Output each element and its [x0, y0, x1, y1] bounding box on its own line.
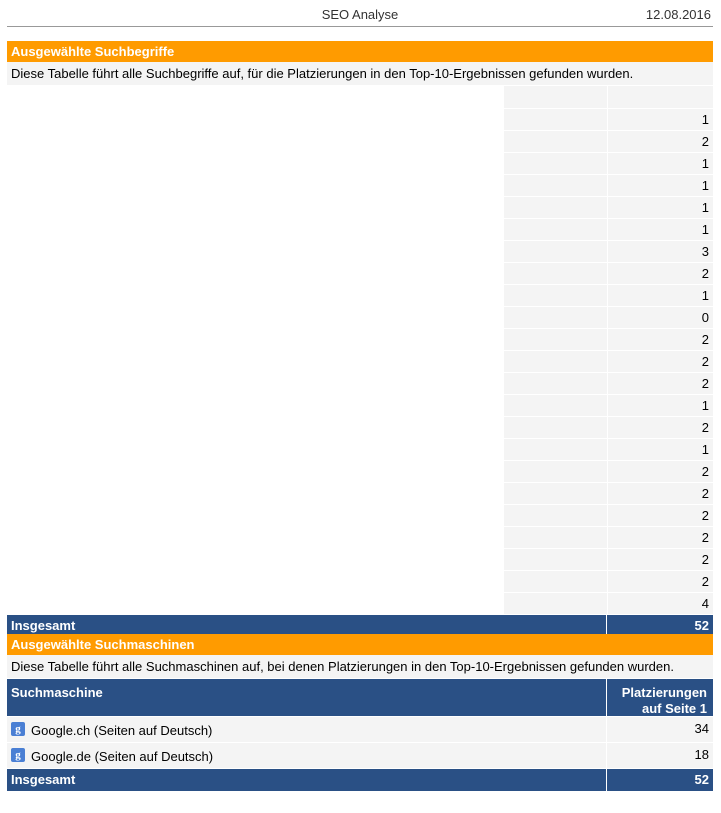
keyword-cell: [7, 306, 503, 328]
engines-total-row: [7, 769, 713, 791]
keyword-count-cell: 0: [607, 306, 713, 328]
keyword-count-cell: 1: [607, 108, 713, 130]
keyword-extra-cell: [503, 108, 607, 130]
keyword-row: [7, 130, 713, 152]
keyword-count-cell: 2: [607, 130, 713, 152]
keyword-extra-cell: [503, 504, 607, 526]
keyword-extra-cell: [503, 438, 607, 460]
keyword-cell: [7, 152, 503, 174]
google-icon: g: [11, 748, 25, 762]
keyword-row: [7, 284, 713, 306]
keyword-extra-cell: [503, 526, 607, 548]
engine-row: [7, 717, 713, 743]
keyword-row: [7, 86, 713, 108]
keyword-cell: [7, 108, 503, 130]
column-header-engine: Suchmaschine: [7, 679, 607, 716]
keyword-cell: [7, 526, 503, 548]
keyword-extra-cell: [503, 394, 607, 416]
engine-row: [7, 743, 713, 769]
keyword-row: [7, 460, 713, 482]
engines-table-header: [7, 679, 713, 717]
keyword-cell: [7, 504, 503, 526]
keyword-count-cell: 1: [607, 284, 713, 306]
engine-name: Google.ch (Seiten auf Deutsch): [31, 723, 213, 738]
keyword-cell: [7, 174, 503, 196]
keyword-row: [7, 108, 713, 130]
keyword-extra-cell: [503, 570, 607, 592]
keyword-count-cell: 2: [607, 460, 713, 482]
keyword-cell: [7, 196, 503, 218]
keyword-extra-cell: [503, 460, 607, 482]
keyword-cell: [7, 350, 503, 372]
keyword-extra-cell: [503, 328, 607, 350]
keyword-count-cell: 1: [607, 218, 713, 240]
engine-name: Google.de (Seiten auf Deutsch): [31, 749, 214, 764]
keyword-row: [7, 592, 713, 614]
keywords-table: [7, 86, 713, 615]
keyword-count-cell: 2: [607, 372, 713, 394]
keyword-count-cell: 2: [607, 482, 713, 504]
keyword-extra-cell: [503, 240, 607, 262]
keyword-cell: [7, 86, 503, 108]
keyword-row: [7, 570, 713, 592]
keyword-count-cell: 4: [607, 592, 713, 614]
keyword-row: [7, 438, 713, 460]
engine-value: 18: [607, 743, 713, 768]
keyword-extra-cell: [503, 372, 607, 394]
keyword-row: [7, 350, 713, 372]
keyword-extra-cell: [503, 306, 607, 328]
keyword-extra-cell: [503, 592, 607, 614]
keyword-cell: [7, 570, 503, 592]
keyword-cell: [7, 218, 503, 240]
keyword-cell: [7, 130, 503, 152]
keywords-description: Diese Tabelle führt alle Suchbegriffe auf, für die Platzierungen in den Top-10-Ergebnissen gefunden wurden.: [7, 62, 713, 86]
keyword-count-cell: 1: [607, 174, 713, 196]
keyword-row: [7, 372, 713, 394]
keyword-count-cell: 2: [607, 328, 713, 350]
keyword-extra-cell: [503, 416, 607, 438]
keyword-cell: [7, 284, 503, 306]
keyword-count-cell: 2: [607, 526, 713, 548]
keyword-row: [7, 240, 713, 262]
report-title: SEO Analyse: [321, 7, 399, 22]
engines-total-label: Insgesamt: [7, 769, 607, 791]
keyword-count-cell: 2: [607, 262, 713, 284]
keyword-cell: [7, 592, 503, 614]
keyword-count-cell: 3: [607, 240, 713, 262]
keyword-extra-cell: [503, 284, 607, 306]
keyword-row: [7, 394, 713, 416]
keyword-row: [7, 482, 713, 504]
report-date: 12.08.2016: [645, 7, 711, 22]
keywords-total-value: 52: [694, 617, 709, 633]
keyword-cell: [7, 482, 503, 504]
engine-value: 34: [607, 717, 713, 742]
engines-heading: Ausgewählte Suchmaschinen: [7, 634, 713, 655]
keyword-cell: [7, 460, 503, 482]
keyword-row: [7, 218, 713, 240]
keyword-row: [7, 262, 713, 284]
keyword-cell: [7, 328, 503, 350]
keyword-row: [7, 328, 713, 350]
keyword-count-cell: 2: [607, 570, 713, 592]
keyword-cell: [7, 416, 503, 438]
keyword-cell: [7, 240, 503, 262]
keywords-total-label: Insgesamt: [7, 615, 607, 637]
keyword-extra-cell: [503, 174, 607, 196]
google-icon: g: [11, 722, 25, 736]
keyword-row: [7, 174, 713, 196]
keyword-count-cell: 2: [607, 416, 713, 438]
keyword-cell: [7, 438, 503, 460]
keyword-count-cell: 2: [607, 548, 713, 570]
keyword-row: [7, 306, 713, 328]
keyword-extra-cell: [503, 86, 607, 108]
keyword-row: [7, 196, 713, 218]
keyword-row: [7, 416, 713, 438]
keyword-extra-cell: [503, 196, 607, 218]
keyword-extra-cell: [503, 350, 607, 372]
keywords-section: [7, 41, 713, 637]
keyword-extra-cell: [503, 152, 607, 174]
keyword-row: [7, 526, 713, 548]
keyword-extra-cell: [503, 262, 607, 284]
keyword-row: [7, 548, 713, 570]
engines-description: Diese Tabelle führt alle Suchmaschinen auf, bei denen Platzierungen in den Top-10-Ergebnissen gefunden wurden.: [7, 655, 713, 679]
keyword-cell: [7, 394, 503, 416]
keyword-count-cell: 2: [607, 350, 713, 372]
keyword-count-cell: 1: [607, 394, 713, 416]
keyword-row: [7, 152, 713, 174]
keyword-cell: [7, 372, 503, 394]
column-header-placements: Platzierungen auf Seite 1: [621, 685, 707, 716]
keyword-extra-cell: [503, 548, 607, 570]
engines-section: [7, 634, 713, 791]
keyword-count-cell: 1: [607, 196, 713, 218]
keyword-extra-cell: [503, 130, 607, 152]
report-header: [7, 0, 713, 27]
keyword-count-cell: 2: [607, 504, 713, 526]
keyword-row: [7, 504, 713, 526]
keyword-count-cell: [607, 86, 713, 108]
keywords-heading: Ausgewählte Suchbegriffe: [7, 41, 713, 62]
keyword-cell: [7, 548, 503, 570]
keyword-extra-cell: [503, 482, 607, 504]
keyword-cell: [7, 262, 503, 284]
keyword-count-cell: 1: [607, 152, 713, 174]
keyword-extra-cell: [503, 218, 607, 240]
engines-total-value: 52: [694, 772, 709, 787]
keyword-count-cell: 1: [607, 438, 713, 460]
